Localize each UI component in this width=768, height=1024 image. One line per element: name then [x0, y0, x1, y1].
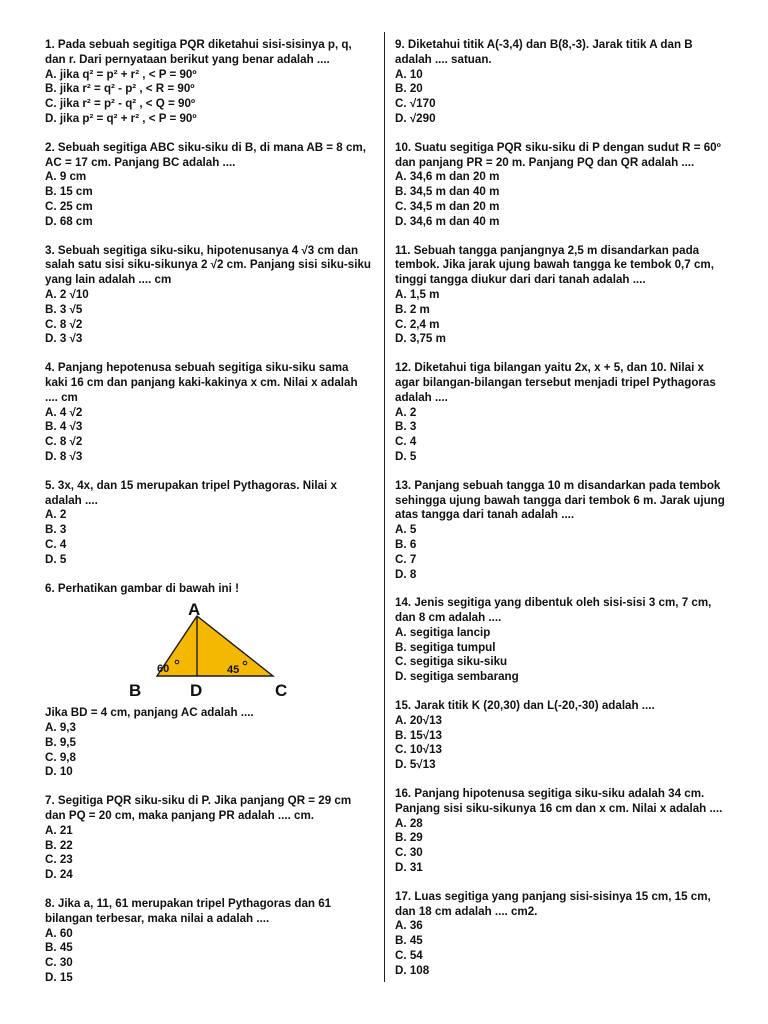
option-c: C. 2,4 m	[395, 317, 440, 331]
option-a: A. 2	[395, 405, 417, 419]
question-13	[395, 479, 725, 583]
option-d: D. 8	[395, 567, 417, 581]
question-9	[395, 38, 725, 127]
option-a: A. 28	[395, 816, 423, 830]
question-4	[45, 361, 373, 465]
option-a: A. 4 √2	[45, 405, 83, 419]
option-c: C. 9,8	[45, 750, 76, 764]
option-b: B. 20	[395, 82, 423, 96]
triangle-shape	[157, 616, 273, 676]
question-stem: 9. Diketahui titik A(-3,4) dan B(8,-3). Jarak titik A dan B adalah .... satuan.	[395, 38, 693, 66]
option-c: C. 54	[395, 949, 423, 963]
option-a: A. jika q² = p² + r² , < P = 90º	[45, 67, 197, 81]
option-a: A. segitiga lancip	[395, 625, 491, 639]
option-c: C. 10√13	[395, 743, 442, 757]
option-b: B. 3 √5	[45, 302, 83, 316]
option-b: B. 45	[395, 934, 423, 948]
question-stem: 17. Luas segitiga yang panjang sisi-sisinya 15 cm, 15 cm, dan 18 cm adalah .... cm2.	[395, 889, 711, 918]
option-c: C. 23	[45, 853, 73, 867]
question-stem: 3. Sebuah segitiga siku-siku, hipotenusanya 4 √3 cm dan salah satu sisi siku-sikunya 2 √2 cm. Panjang sisi siku-siku yang lain adalah .... cm	[45, 243, 371, 287]
question-5	[45, 479, 373, 568]
triangle-diagram	[125, 598, 305, 704]
question-11	[395, 244, 725, 348]
question-stem: 4. Panjang hepotenusa sebuah segitiga siku-siku sama kaki 16 cm dan panjang kaki-kakinya x cm. Nilai x adalah .... cm	[45, 361, 358, 404]
option-c: C. 30	[395, 846, 423, 860]
option-c: C. 8 √2	[45, 317, 83, 331]
question-followup: Jika BD = 4 cm, panjang AC adalah ....	[45, 706, 254, 720]
question-6	[45, 582, 373, 781]
option-d: D. jika p² = q² + r² , < P = 90º	[45, 111, 197, 125]
option-d: D. 5	[395, 449, 417, 463]
option-d: D. 10	[45, 765, 73, 779]
option-c: C. jika r² = p² - q² , < Q = 90º	[45, 97, 196, 111]
option-a: A. 20√13	[395, 713, 442, 727]
column-divider	[384, 32, 385, 982]
option-a: A. 9 cm	[45, 170, 87, 184]
vertex-label-b: B	[129, 681, 142, 701]
question-12	[395, 361, 725, 465]
option-a: A. 21	[45, 823, 73, 837]
option-c: C. segitiga siku-siku	[395, 655, 508, 669]
option-b: B. 6	[395, 537, 417, 551]
vertex-label-c: C	[275, 681, 288, 701]
option-b: B. 15 cm	[45, 185, 93, 199]
option-b: B. 3	[45, 523, 67, 537]
question-14	[395, 596, 725, 685]
option-a: A. 1,5 m	[395, 287, 440, 301]
option-d: D. 5√13	[395, 758, 436, 772]
question-stem: 12. Diketahui tiga bilangan yaitu 2x, x + 5, dan 10. Nilai x agar bilangan-bilangan tersebut menjadi tripel Pythagoras adalah ....	[395, 361, 716, 404]
question-stem: 11. Sebuah tangga panjangnya 2,5 m disandarkan pada tembok. Jika jarak ujung bawah tangga ke tembok 0,7 cm, tinggi tangga diukur dari dari tanah adalah ....	[395, 243, 714, 287]
option-c: C. √170	[395, 97, 436, 111]
option-d: D. segitiga sembarang	[395, 670, 519, 684]
option-a: A. 2 √10	[45, 287, 89, 301]
vertex-label-d: D	[190, 681, 203, 701]
option-c: C. 4	[395, 435, 417, 449]
question-8	[45, 897, 373, 986]
option-d: D. 34,6 m dan 40 m	[395, 214, 500, 228]
option-b: B. 2 m	[395, 302, 430, 316]
option-a: A. 10	[395, 67, 423, 81]
option-b: B. 9,5	[45, 735, 76, 749]
option-d: D. 68 cm	[45, 214, 93, 228]
vertex-label-a: A	[188, 600, 201, 620]
question-stem: 7. Segitiga PQR siku-siku di P. Jika panjang QR = 29 cm dan PQ = 20 cm, maka panjang PR adalah .... cm.	[45, 794, 352, 823]
question-stem: 2. Sebuah segitiga ABC siku-siku di B, di mana AB = 8 cm, AC = 17 cm. Panjang BC adalah ....	[45, 140, 366, 169]
question-stem: 15. Jarak titik K (20,30) dan L(-20,-30) adalah ....	[395, 699, 655, 713]
question-10	[395, 141, 725, 230]
question-stem: 16. Panjang hipotenusa segitiga siku-siku adalah 34 cm. Panjang sisi siku-sikunya 16 cm dan x cm. Nilai x adalah ....	[395, 787, 723, 815]
angle-b-label: 60	[157, 663, 170, 676]
option-b: B. 29	[395, 831, 423, 845]
option-b: B. 45	[45, 941, 73, 955]
option-b: B. 15√13	[395, 728, 442, 742]
question-7	[45, 794, 373, 883]
option-a: A. 60	[45, 926, 73, 940]
question-17	[395, 890, 725, 979]
option-c: C. 30	[45, 956, 73, 970]
question-stem: 14. Jenis segitiga yang dibentuk oleh sisi-sisi 3 cm, 7 cm, dan 8 cm adalah ....	[395, 596, 712, 625]
question-stem: 13. Panjang sebuah tangga 10 m disandarkan pada tembok sehingga ujung bawah tangga dari tembok 6 m. Jarak ujung atas tangga dari tanah adalah ....	[395, 478, 725, 522]
option-d: D. 5	[45, 552, 67, 566]
option-a: A. 34,6 m dan 20 m	[395, 170, 500, 184]
option-b: B. segitiga tumpul	[395, 640, 496, 654]
question-stem: 8. Jika a, 11, 61 merupakan tripel Pythagoras dan 61 bilangan terbesar, maka nilai a adalah ....	[45, 897, 332, 925]
question-15	[395, 699, 725, 773]
option-c: C. 4	[45, 537, 67, 551]
option-c: C. 7	[395, 552, 417, 566]
question-16	[395, 787, 725, 876]
option-d: D. √290	[395, 111, 436, 125]
option-b: B. 22	[45, 838, 73, 852]
option-b: B. jika r² = q² - p² , < R = 90º	[45, 82, 195, 96]
question-stem: 1. Pada sebuah segitiga PQR diketahui sisi-sisinya p, q, dan r. Dari pernyataan berikut yang benar adalah ....	[45, 38, 352, 66]
left-column	[45, 38, 373, 986]
option-c: C. 25 cm	[45, 199, 93, 213]
option-d: D. 3 √3	[45, 332, 83, 346]
question-1	[45, 38, 373, 127]
option-b: B. 34,5 m dan 40 m	[395, 185, 500, 199]
question-stem: 10. Suatu segitiga PQR siku-siku di P dengan sudut R = 60º dan panjang PR = 20 m. Panjang PQ dan QR adalah ....	[395, 140, 721, 169]
option-c: C. 34,5 m dan 20 m	[395, 199, 500, 213]
option-d: D. 15	[45, 971, 73, 985]
option-c: C. 8 √2	[45, 435, 83, 449]
triangle-figure	[45, 598, 373, 706]
question-2	[45, 141, 373, 230]
right-column	[395, 38, 725, 979]
option-d: D. 108	[395, 963, 430, 977]
option-b: B. 3	[395, 420, 417, 434]
question-3	[45, 244, 373, 348]
question-stem: 5. 3x, 4x, dan 15 merupakan tripel Pythagoras. Nilai x adalah ....	[45, 478, 337, 507]
option-a: A. 5	[395, 523, 417, 537]
option-d: D. 24	[45, 868, 73, 882]
option-a: A. 36	[395, 919, 423, 933]
angle-c-label: 45	[227, 664, 240, 677]
question-stem: 6. Perhatikan gambar di bawah ini !	[45, 581, 239, 595]
option-a: A. 2	[45, 508, 67, 522]
option-d: D. 8 √3	[45, 449, 83, 463]
option-d: D. 3,75 m	[395, 332, 446, 346]
option-d: D. 31	[395, 861, 423, 875]
option-a: A. 9,3	[45, 721, 76, 735]
option-b: B. 4 √3	[45, 420, 83, 434]
